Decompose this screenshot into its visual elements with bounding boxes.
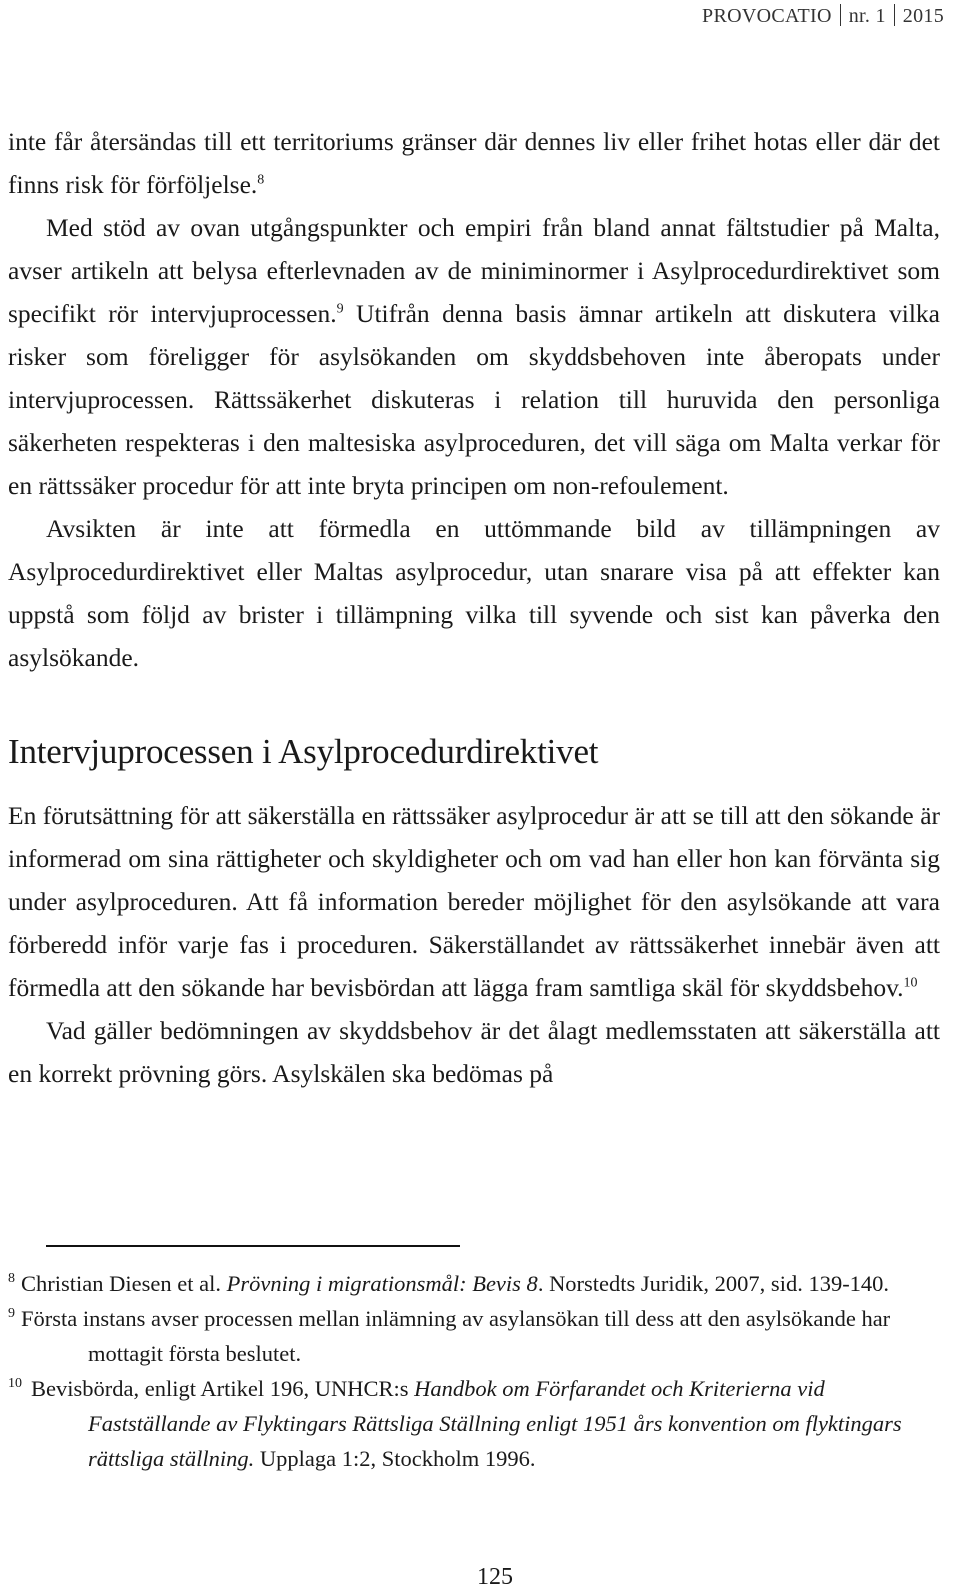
issue-number: nr. 1 (848, 5, 886, 27)
footnote-10: 10 Bevisbörda, enligt Artikel 196, UNHCR:s Handbok om Förfarandet och Kriterierna vid Fastställande av Flyktingars Rättsliga Ställning enligt 1951 års konvention om flyktingars rättsliga ställning. Upplaga 1:2, Stockholm 1996. (8, 1371, 940, 1476)
section-heading: Intervjuprocessen i Asylprocedurdirektivet (8, 732, 599, 771)
paragraph-continued: inte får återsändas till ett territoriums gränser där dennes liv eller frihet hotas eller där det finns risk för förföljelse.$^8$ (8, 127, 940, 199)
footnote-divider (46, 1245, 460, 1247)
header-divider (894, 4, 895, 26)
journal-name: PROVOCATIO (702, 5, 832, 27)
footnotes (8, 1266, 940, 1476)
paragraph-aim: Med stöd av ovan utgångspunkter och empiri från bland annat fältstudier på Malta, avser artikeln att belysa efterlevnaden av de miniminormer i Asylprocedurdirektivet som specifikt rör intervjuprocessen.$^9$ Utifrån denna basis ämnar artikeln att diskutera vilka risker som föreligger för asylsökanden om skyddsbehoven inte åberopats under intervjuprocessen. Rättssäkerhet diskuteras i relation till huruvida den personliga säkerheten respekteras i den maltesiska asylproceduren, det vill säga om Malta verkar för en rättssäker procedur för att inte bryta principen om non-refoulement. (8, 213, 940, 500)
paragraph-scope: Avsikten är inte att förmedla en uttömmande bild av tillämpningen av Asylprocedurdirektivet eller Maltas asylprocedur, utan snarare visa på att effekter kan uppstå som följd av brister i tillämpning vilka till syvende och sist kan påverka den asylsökande. (8, 514, 940, 672)
header-divider (840, 4, 841, 26)
footnote-number: 9 (8, 1306, 15, 1321)
footnote-ref-9[interactable]: 9 (336, 301, 344, 317)
footnote-number: 10 (8, 1376, 22, 1391)
footnote-number: 8 (8, 1271, 15, 1286)
footnote-8: 8 Christian Diesen et al. Prövning i migrationsmål: Bevis 8. Norstedts Juridik, 2007, sid. 139-140. (8, 1266, 940, 1301)
footnote-ref-10[interactable]: 10 (903, 975, 918, 991)
paragraph-section-intro: En förutsättning för att säkerställa en rättssäker asylprocedur är att se till att den sökande är informerad om sina rättigheter och skyldigheter och om vad han eller hon kan förvänta sig under asylproceduren. Att få information bereder möjlighet för den asylsökande att vara förberedd inför varje fas i proceduren. Säkerställandet av rättssäkerhet innebär även att förmedla att den sökande har bevisbördan att lägga fram samtliga skäl för skyddsbehov.$^{10}$ (8, 801, 940, 1002)
article-body (8, 120, 940, 1095)
issue-year: 2015 (902, 5, 944, 27)
footnote-9: 9 Första instans avser processen mellan inlämning av asylansökan till dess att den asylsökande har mottagit första beslutet. (8, 1301, 940, 1371)
page-number: 125 (477, 1564, 513, 1590)
paragraph-assessment: Vad gäller bedömningen av skyddsbehov är det ålagt medlemsstaten att säkerställa att en korrekt prövning görs. Asylskälen ska bedömas på (8, 1016, 940, 1088)
running-header (702, 4, 944, 28)
footnote-ref-8[interactable]: 8 (257, 172, 265, 188)
